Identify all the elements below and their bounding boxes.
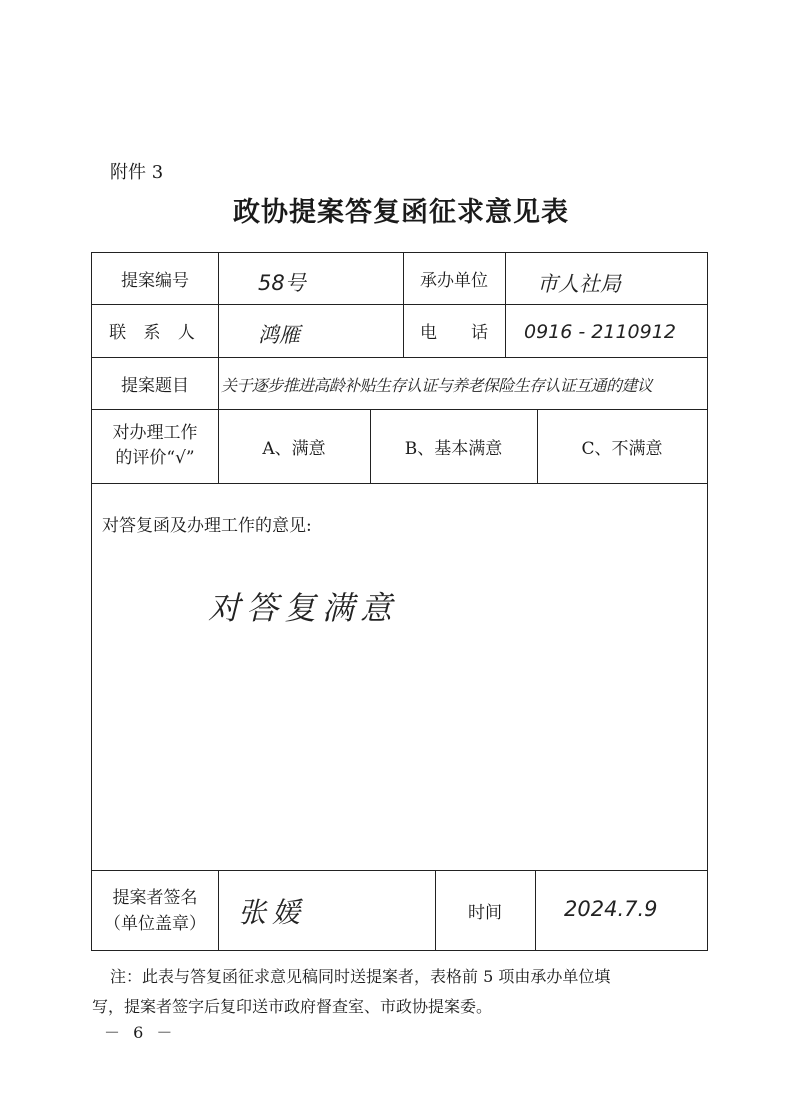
page-number: － 6 － [104, 1023, 177, 1042]
footnote-line2: 写，提案者签字后复印送市政府督查室、市政协提案委。 [92, 997, 493, 1016]
proposal-topic-label: 提案题目 [121, 375, 189, 396]
proposal-topic-value: 关于逐步推进高龄补贴生存认证与养老保险生存认证互通的建议 [221, 376, 653, 395]
opinion-label: 对答复函及办理工作的意见: [102, 516, 312, 536]
time-value: 2024.7.9 [564, 897, 658, 921]
time-label: 时间 [468, 903, 502, 923]
phone-value: 0916 - 2110912 [524, 321, 676, 343]
contact-value: 鸿雁 [258, 323, 300, 347]
evaluation-label-line2: 的评价“√” [115, 448, 195, 468]
phone-label: 电 话 [420, 323, 488, 343]
footnote-line1: 注：此表与答复函征求意见稿同时送提案者，表格前 5 项由承办单位填 [110, 967, 611, 986]
col-divider [535, 870, 536, 951]
evaluation-label [92, 409, 218, 483]
option-not-satisfied[interactable]: C、不满意 [581, 438, 663, 459]
signature-label-line1: 提案者签名 [112, 887, 198, 908]
signature-label-line2: （单位盖章） [104, 913, 206, 934]
contact-label: 联 系 人 [109, 323, 201, 343]
attachment-label: 附件 3 [110, 162, 164, 183]
handling-unit-label: 承办单位 [420, 271, 488, 291]
option-satisfied[interactable]: A、满意 [262, 438, 326, 459]
handling-unit-value: 市人社局 [537, 272, 621, 296]
opinion-form-table [91, 252, 708, 951]
signature-value: 张媛 [238, 896, 307, 929]
proposal-number-label: 提案编号 [121, 271, 189, 291]
col-divider [505, 253, 506, 357]
opinion-handwritten-text: 对答复满意 [208, 589, 399, 627]
signature-label [92, 870, 218, 951]
page-title: 政协提案答复函征求意见表 [233, 197, 569, 228]
footnote [92, 962, 710, 1022]
evaluation-label-line1: 对办理工作 [112, 423, 198, 443]
proposal-number-value: 58号 [258, 271, 306, 295]
option-basically-satisfied[interactable]: B、基本满意 [404, 438, 503, 459]
row-divider [92, 483, 707, 484]
col-divider [218, 870, 219, 951]
